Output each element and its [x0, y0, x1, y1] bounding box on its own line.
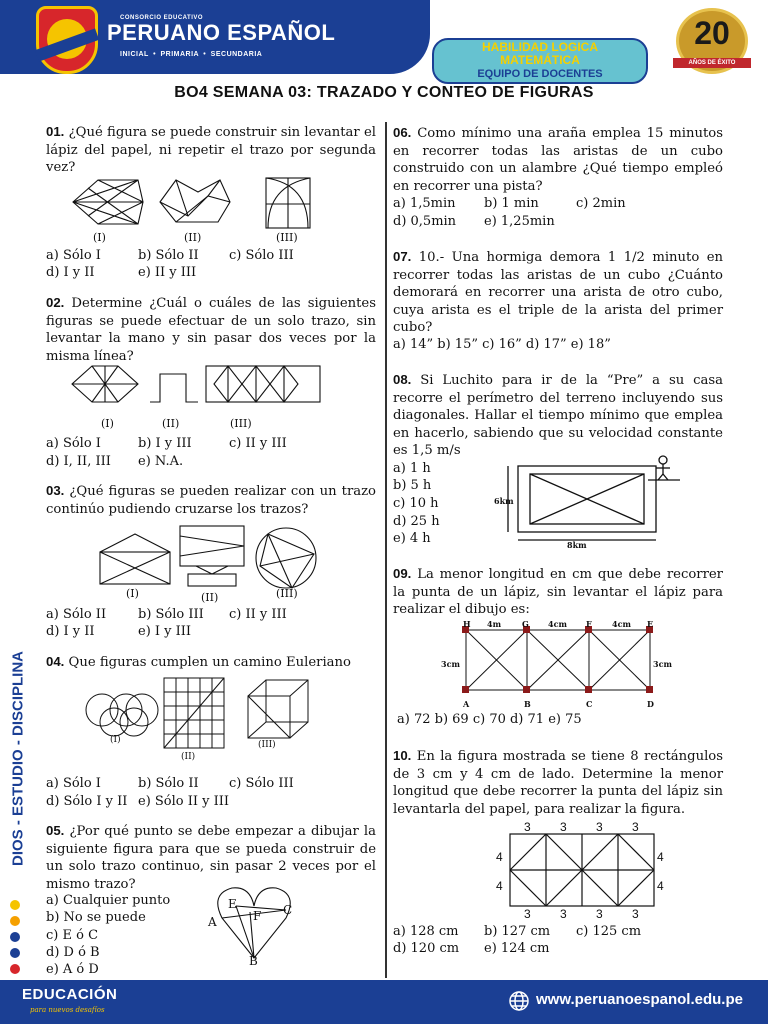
q10-height-3: 4 — [657, 850, 664, 864]
q09-label-b: B — [524, 699, 531, 709]
q09-figure — [458, 624, 658, 696]
q10-option-a[interactable]: a) 128 cm — [393, 924, 459, 939]
q10-height-1: 4 — [496, 850, 503, 864]
q04-figure-2 — [164, 678, 224, 748]
q01-figure-1 — [73, 180, 143, 224]
footer-website-link[interactable]: www.peruanoespanol.edu.pe — [536, 991, 743, 1008]
question-07 — [393, 248, 723, 337]
q04-option-e[interactable]: e) Sólo II y III — [138, 794, 230, 809]
question-02 — [46, 294, 376, 365]
page-header — [0, 0, 768, 82]
q05-option-c[interactable]: c) E ó C — [46, 928, 99, 943]
q04-label-1: (I) — [110, 735, 121, 745]
q01-option-c[interactable]: c) Sólo III — [229, 248, 294, 263]
q09-label-4cm-1: 4cm — [548, 619, 567, 629]
q03-label-1: (I) — [126, 587, 139, 600]
q10-width-7: 3 — [596, 907, 603, 921]
q04-option-a[interactable]: a) Sólo I — [46, 776, 101, 791]
q04-option-b[interactable]: b) Sólo II — [138, 776, 199, 791]
question-04 — [46, 653, 376, 672]
brand-name: PERUANO ESPAÑOL — [107, 20, 336, 45]
q06-option-b[interactable]: b) 1 min — [484, 196, 539, 211]
q09-label-4cm-2: 4cm — [612, 619, 631, 629]
side-motto-text: DIOS - ESTUDIO - DISCIPLINA — [9, 651, 27, 867]
footer-edu-tagline: para nuevos desafíos — [30, 1006, 105, 1014]
q10-option-e[interactable]: e) 124 cm — [484, 941, 550, 956]
q10-option-b[interactable]: b) 127 cm — [484, 924, 551, 939]
q05-point-c: C — [283, 903, 293, 917]
question-number: 08. — [393, 372, 412, 387]
q02-figure-2 — [150, 374, 198, 402]
q05-point-a: A — [208, 915, 217, 929]
q05-option-b[interactable]: b) No se puede — [46, 910, 146, 925]
q04-figure-1 — [86, 694, 158, 736]
q03-option-d[interactable]: d) I y II — [46, 624, 95, 639]
q02-figure-3 — [206, 366, 320, 402]
q02-figures — [66, 364, 336, 408]
q10-height-4: 4 — [657, 879, 664, 893]
q10-width-2: 3 — [560, 820, 567, 834]
q08-option-e[interactable]: e) 4 h — [393, 531, 431, 546]
question-text: Como mínimo una araña emplea 15 minutos en recorrer todas las aristas de un cubo construido con un alambre ¿Qué tiempo empleó en recorrer una pista? — [393, 126, 723, 194]
q01-option-a[interactable]: a) Sólo I — [46, 248, 101, 263]
q05-point-b: B — [249, 954, 258, 968]
q02-option-e[interactable]: e) N.A. — [138, 454, 184, 469]
q10-width-5: 3 — [524, 907, 531, 921]
q04-figure-3 — [248, 680, 308, 738]
question-text: La menor longitud en cm que debe recorrer la punta de un lápiz, sin levantar el lápiz para realizar el dibujo es: — [393, 567, 723, 618]
q02-option-b[interactable]: b) I y III — [138, 436, 192, 451]
q01-label-3: (III) — [276, 231, 298, 244]
q09-options[interactable]: a) 72 b) 69 c) 70 d) 71 e) 75 — [397, 712, 582, 727]
question-number: 02. — [46, 295, 65, 310]
q04-option-c[interactable]: c) Sólo III — [229, 776, 294, 791]
subject-line1: HABILIDAD LOGICA — [482, 40, 598, 54]
question-08 — [393, 371, 723, 460]
q10-figure — [506, 830, 656, 910]
q05-point-e: E — [228, 897, 237, 911]
question-text: 10.- Una hormiga demora 1 1/2 minuto en recorrer todas las aristas de un cubo ¿Cuánto demorará en recorrer una arista de otro cubo, cuya arista es el triple de la arista del primer cubo? — [393, 250, 723, 336]
question-text: Si Luchito para ir de la “Pre” a su casa recorre el perímetro del terreno incluyendo sus diagonales. Hallar el tiempo mínimo que emplea en hacerlo, sabiendo que su velocidad constante es 1,5 m/s — [393, 373, 723, 459]
q03-option-b[interactable]: b) Sólo III — [138, 607, 204, 622]
page-footer — [0, 980, 768, 1024]
anniversary-badge — [676, 8, 748, 74]
q09-label-3cm-right: 3cm — [653, 659, 672, 669]
q01-option-e[interactable]: e) II y III — [138, 265, 197, 280]
q04-label-3: (III) — [258, 740, 276, 750]
q10-width-8: 3 — [632, 907, 639, 921]
q10-width-4: 3 — [632, 820, 639, 834]
q10-width-6: 3 — [560, 907, 567, 921]
q08-option-d[interactable]: d) 25 h — [393, 514, 440, 529]
q09-label-4m: 4m — [487, 619, 502, 629]
q02-option-d[interactable]: d) I, II, III — [46, 454, 111, 469]
q03-figure-1 — [100, 534, 170, 584]
q03-option-e[interactable]: e) I y III — [138, 624, 192, 639]
q08-option-a[interactable]: a) 1 h — [393, 461, 431, 476]
question-text: ¿Qué figuras se pueden realizar con un trazo continúo pudiendo cruzarse los trazos? — [46, 484, 376, 517]
q04-label-2: (II) — [181, 752, 196, 762]
q10-option-d[interactable]: d) 120 cm — [393, 941, 460, 956]
q02-figure-1 — [72, 366, 138, 402]
footer-edu-logo: EDUCACIÓN — [22, 986, 118, 1003]
question-06 — [393, 124, 723, 195]
q03-option-c[interactable]: c) II y III — [229, 607, 287, 622]
q09-label-c: C — [586, 699, 593, 709]
q04-option-d[interactable]: d) Sólo I y II — [46, 794, 128, 809]
q10-height-2: 4 — [496, 879, 503, 893]
question-number: 07. — [393, 249, 412, 264]
q01-figures — [68, 174, 328, 232]
q09-label-h: H — [463, 619, 471, 629]
subject-box — [432, 38, 648, 84]
q05-option-d[interactable]: d) D ó B — [46, 945, 100, 960]
question-number: 09. — [393, 566, 412, 581]
subject-line2: MATEMÁTICA — [500, 53, 580, 67]
q09-label-g: G — [522, 619, 529, 629]
q09-label-d: D — [647, 699, 654, 709]
q02-option-a[interactable]: a) Sólo I — [46, 436, 101, 451]
q09-label-f: F — [586, 619, 592, 629]
question-text: Que figuras cumplen un camino Euleriano — [68, 655, 351, 670]
q03-label-3: (III) — [276, 587, 298, 600]
q03-option-a[interactable]: a) Sólo II — [46, 607, 107, 622]
question-number: 01. — [46, 124, 65, 139]
question-text: ¿Por qué punto se debe empezar a dibujar la siguiente figura para que se pueda construir de un solo trazo continuo, sin pasar 2 veces por el mismo trazo? — [46, 824, 376, 892]
question-text: En la figura mostrada se tiene 8 rectángulos de 3 cm y 4 cm de lado. Determine la menor longitud que debe recorrer la punta del lápiz sin levantarla del papel, para realizar la figura. — [393, 749, 723, 817]
q05-option-a[interactable]: a) Cualquier punto — [46, 893, 171, 908]
q01-option-d[interactable]: d) I y II — [46, 265, 95, 280]
column-divider — [385, 122, 387, 978]
question-03 — [46, 482, 376, 518]
question-05 — [46, 822, 376, 893]
anniversary-text: AÑOS DE ÉXITO — [673, 58, 751, 68]
decorative-dots — [10, 900, 22, 980]
q01-figure-3 — [266, 178, 310, 228]
q10-width-3: 3 — [596, 820, 603, 834]
side-motto — [3, 640, 29, 890]
question-number: 03. — [46, 483, 65, 498]
q02-label-1: (I) — [101, 417, 114, 430]
globe-icon — [508, 990, 530, 1012]
q08-width-label: 8km — [567, 540, 587, 550]
q02-label-3: (III) — [230, 417, 252, 430]
q03-figure-2 — [180, 526, 244, 586]
q09-label-e: E — [647, 619, 654, 629]
brand-levels: INICIAL • PRIMARIA • SECUNDARIA — [120, 51, 263, 58]
question-text: ¿Qué figura se puede construir sin levantar el lápiz del papel, ni repetir el trazo por segunda vez? — [46, 125, 376, 176]
q01-option-b[interactable]: b) Sólo II — [138, 248, 199, 263]
question-number: 06. — [393, 125, 412, 140]
q09-label-3cm-left: 3cm — [441, 659, 460, 669]
question-number: 05. — [46, 823, 65, 838]
q05-point-f: F — [253, 909, 262, 923]
school-logo — [36, 6, 98, 74]
question-09 — [393, 565, 723, 619]
q03-label-2: (II) — [201, 591, 219, 604]
q10-width-1: 3 — [524, 820, 531, 834]
question-number: 10. — [393, 748, 412, 763]
q05-option-e[interactable]: e) A ó D — [46, 962, 99, 977]
q06-option-d[interactable]: d) 0,5min — [393, 214, 457, 229]
q08-option-b[interactable]: b) 5 h — [393, 478, 432, 493]
q08-figure — [500, 452, 690, 550]
question-01 — [46, 123, 376, 177]
q09-label-a: A — [463, 699, 470, 709]
q01-figure-2 — [160, 180, 230, 222]
question-text: Determine ¿Cuál o cuáles de las siguientes figuras se puede efectuar de un solo trazo, sin levantar la mano y sin pasar dos veces por la misma línea? — [46, 296, 377, 364]
q08-option-c[interactable]: c) 10 h — [393, 496, 439, 511]
q07-options[interactable]: a) 14” b) 15” c) 16” d) 17” e) 18” — [393, 337, 611, 352]
q06-option-c[interactable]: c) 2min — [576, 196, 626, 211]
q10-option-c[interactable]: c) 125 cm — [576, 924, 642, 939]
question-number: 04. — [46, 654, 65, 669]
q02-option-c[interactable]: c) II y III — [229, 436, 287, 451]
q03-figures — [96, 522, 326, 596]
q03-figure-3 — [256, 528, 316, 588]
anniversary-number: 20 — [694, 15, 730, 51]
question-10 — [393, 747, 723, 818]
page-title: BO4 SEMANA 03: TRAZADO Y CONTEO DE FIGURAS — [174, 84, 594, 101]
q01-label-2: (II) — [184, 231, 202, 244]
q02-label-2: (II) — [162, 417, 180, 430]
q01-label-1: (I) — [93, 231, 106, 244]
q06-option-a[interactable]: a) 1,5min — [393, 196, 456, 211]
q06-option-e[interactable]: e) 1,25min — [484, 214, 555, 229]
brand-consortium: CONSORCIO EDUCATIVO — [120, 15, 204, 21]
subject-line3: EQUIPO DE DOCENTES — [477, 68, 603, 80]
q08-height-label: 6km — [494, 496, 514, 506]
